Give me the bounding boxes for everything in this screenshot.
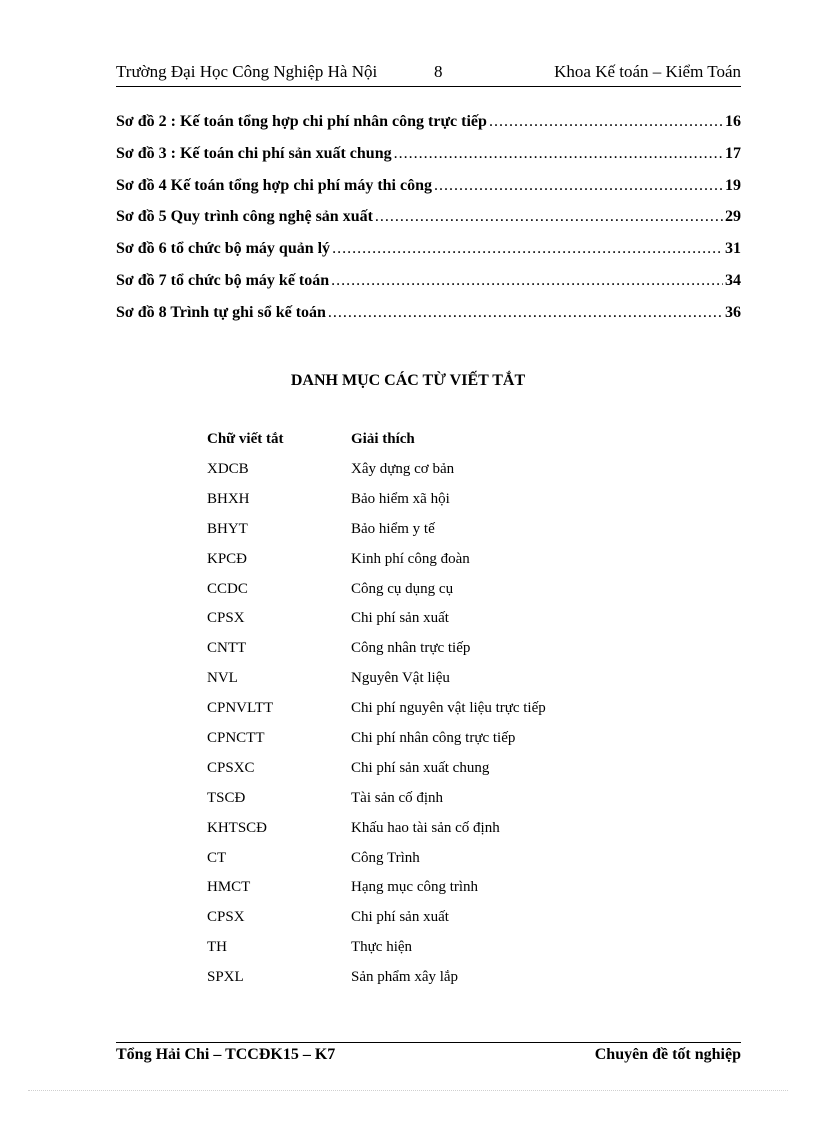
meaning-cell: Hạng mục công trình bbox=[351, 879, 479, 896]
meaning-cell: Bảo hiểm y tế bbox=[351, 520, 435, 537]
abbr-cell: HMCT bbox=[207, 879, 251, 896]
abbr-cell: CPSXC bbox=[207, 759, 255, 776]
header-page-number: 8 bbox=[434, 62, 443, 81]
toc-leader bbox=[394, 145, 723, 163]
toc-leader bbox=[331, 272, 723, 290]
toc-page: 34 bbox=[725, 271, 741, 289]
meaning-cell: Công Trình bbox=[351, 849, 420, 866]
meaning-cell: Chi phí sản xuất chung bbox=[351, 759, 490, 776]
footer-author: Tổng Hải Chi – TCCĐK15 – K7 bbox=[116, 1046, 336, 1063]
table-row bbox=[207, 640, 627, 670]
meaning-cell: Chi phí nhân công trực tiếp bbox=[351, 730, 516, 747]
table-row bbox=[207, 521, 627, 551]
abbreviation-header-row bbox=[207, 431, 627, 461]
abbr-cell: TSCĐ bbox=[207, 789, 246, 806]
table-row bbox=[207, 670, 627, 700]
abbr-cell: BHYT bbox=[207, 520, 248, 537]
table-row bbox=[207, 879, 627, 909]
meaning-cell: Nguyên Vật liệu bbox=[351, 670, 450, 687]
abbr-cell: NVL bbox=[207, 670, 238, 687]
abbr-cell: CPNCTT bbox=[207, 730, 265, 747]
section-title: DANH MỤC CÁC TỪ VIẾT TẮT bbox=[290, 372, 526, 389]
toc-label: Sơ đồ 2 : Kế toán tổng hợp chi phí nhân công trực tiếp bbox=[116, 113, 487, 130]
table-row bbox=[207, 581, 627, 611]
toc-page: 16 bbox=[725, 113, 741, 130]
toc-entry[interactable] bbox=[116, 304, 741, 336]
table-of-figures bbox=[116, 113, 741, 336]
abbr-cell: XDCB bbox=[207, 461, 249, 477]
table-row bbox=[207, 461, 627, 491]
header-faculty: Khoa Kế toán – Kiểm Toán bbox=[554, 62, 741, 81]
toc-leader bbox=[375, 208, 723, 226]
abbr-cell: CNTT bbox=[207, 640, 247, 657]
toc-leader bbox=[434, 177, 723, 195]
toc-page: 17 bbox=[725, 144, 741, 162]
table-row bbox=[207, 790, 627, 820]
meaning-cell: Bảo hiểm xã hội bbox=[351, 490, 450, 507]
table-row bbox=[207, 850, 627, 880]
toc-entry[interactable] bbox=[116, 145, 741, 177]
abbr-cell: CPSX bbox=[207, 909, 245, 926]
toc-label: Sơ đồ 3 : Kế toán chi phí sản xuất chung bbox=[116, 144, 392, 162]
abbr-cell: CT bbox=[207, 849, 227, 866]
table-row bbox=[207, 551, 627, 581]
abbreviation-table bbox=[207, 431, 627, 999]
meaning-cell: Thực hiện bbox=[351, 939, 413, 956]
toc-label: Sơ đồ 8 Trình tự ghi sổ kế toán bbox=[116, 303, 326, 321]
toc-leader bbox=[332, 240, 723, 258]
footer-divider bbox=[116, 1042, 741, 1043]
meaning-cell: Chi phí nguyên vật liệu trực tiếp bbox=[351, 700, 546, 717]
toc-label: Sơ đồ 7 tổ chức bộ máy kế toán bbox=[116, 271, 330, 289]
toc-label: Sơ đồ 4 Kế toán tổng hợp chi phí máy thi công bbox=[116, 176, 432, 194]
abbr-cell: KPCĐ bbox=[207, 550, 248, 567]
table-row bbox=[207, 939, 627, 969]
meaning-cell: Sản phẩm xây lắp bbox=[351, 969, 459, 986]
toc-entry[interactable] bbox=[116, 208, 741, 240]
meaning-cell: Công cụ dụng cụ bbox=[351, 580, 454, 597]
abbr-cell: KHTSCĐ bbox=[207, 819, 268, 836]
abbr-cell: CCDC bbox=[207, 580, 248, 597]
table-row bbox=[207, 730, 627, 760]
table-row bbox=[207, 760, 627, 790]
toc-entry[interactable] bbox=[116, 240, 741, 272]
meaning-cell: Khấu hao tài sản cố định bbox=[351, 819, 500, 836]
toc-leader bbox=[328, 304, 723, 322]
abbr-cell: CPNVLTT bbox=[207, 700, 274, 717]
toc-page: 19 bbox=[725, 176, 741, 194]
toc-page: 36 bbox=[725, 303, 741, 321]
page-edge-divider bbox=[28, 1090, 788, 1091]
toc-entry[interactable] bbox=[116, 113, 741, 145]
toc-entry[interactable] bbox=[116, 177, 741, 209]
meaning-cell: Chi phí sản xuất bbox=[351, 909, 449, 926]
header-school: Trường Đại Học Công Nghiệp Hà Nội bbox=[116, 62, 378, 81]
footer-doc-type: Chuyên đề tốt nghiệp bbox=[594, 1046, 741, 1063]
meaning-cell: Xây dựng cơ bản bbox=[351, 461, 455, 477]
toc-page: 29 bbox=[725, 208, 741, 226]
toc-label: Sơ đồ 5 Quy trình công nghệ sản xuất bbox=[116, 208, 373, 226]
toc-entry[interactable] bbox=[116, 272, 741, 304]
abbr-cell: BHXH bbox=[207, 490, 250, 507]
meaning-cell: Kinh phí công đoàn bbox=[351, 550, 470, 567]
table-row bbox=[207, 820, 627, 850]
header-abbr: Chữ viết tắt bbox=[207, 431, 284, 447]
page-header bbox=[116, 60, 741, 87]
header-meaning: Giải thích bbox=[351, 431, 415, 447]
meaning-cell: Công nhân trực tiếp bbox=[351, 640, 471, 657]
abbr-cell: SPXL bbox=[207, 969, 244, 986]
meaning-cell: Tài sản cố định bbox=[351, 789, 444, 806]
abbr-cell: CPSX bbox=[207, 610, 245, 627]
table-row bbox=[207, 610, 627, 640]
toc-page: 31 bbox=[725, 240, 741, 258]
table-row bbox=[207, 491, 627, 521]
table-row bbox=[207, 969, 627, 999]
abbr-cell: TH bbox=[207, 939, 227, 956]
meaning-cell: Chi phí sản xuất bbox=[351, 610, 449, 627]
toc-label: Sơ đồ 6 tổ chức bộ máy quản lý bbox=[116, 240, 331, 258]
table-row bbox=[207, 909, 627, 939]
toc-leader bbox=[489, 113, 723, 131]
table-row bbox=[207, 700, 627, 730]
